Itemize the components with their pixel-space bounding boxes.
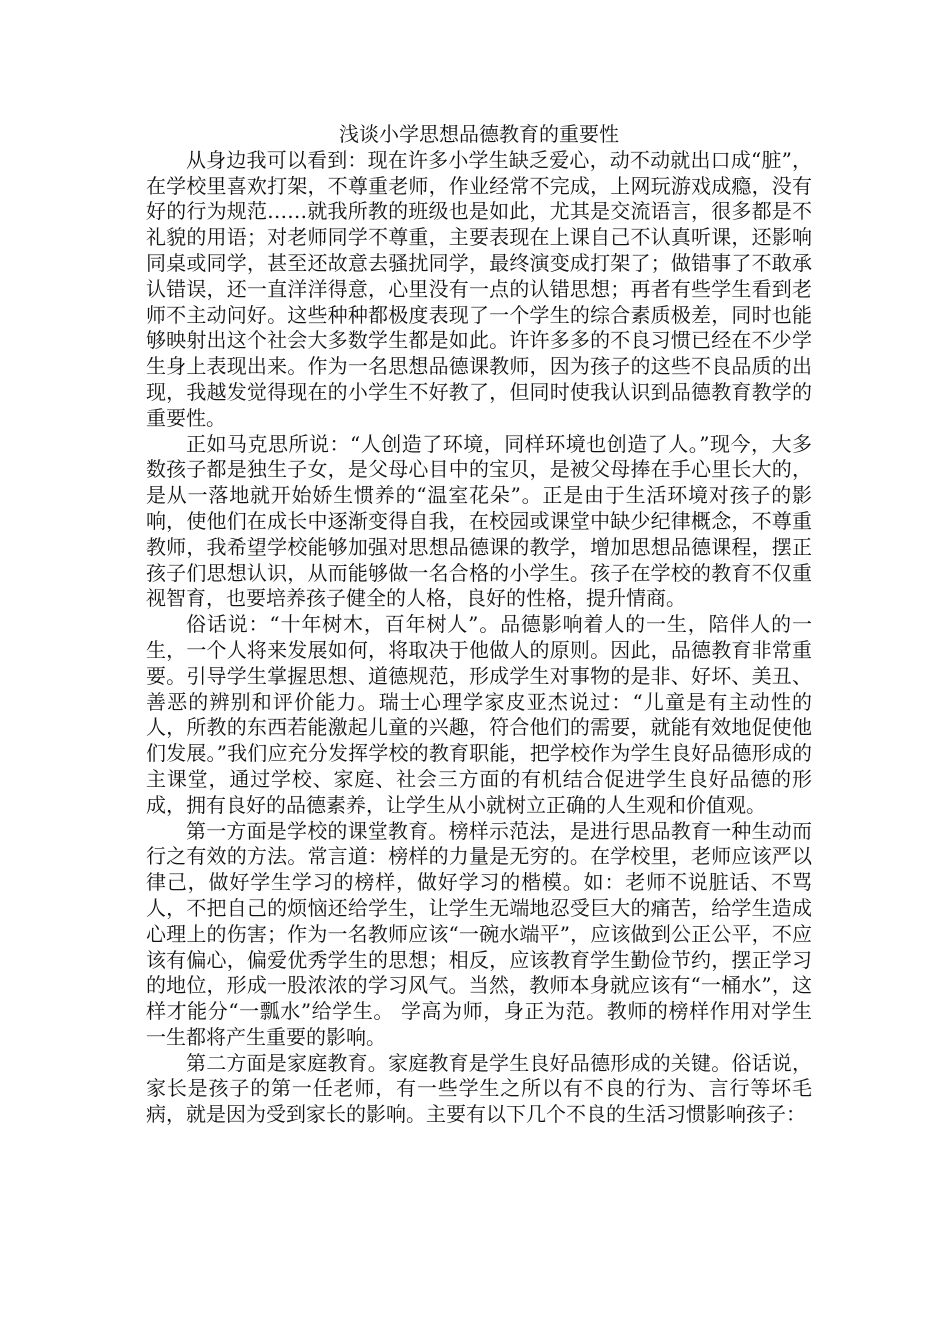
paragraph-4: 第一方面是学校的课堂教育。榜样示范法，是进行思品教育一种生动而行之有效的方法。常言道：榜样的力量是无穷的。在学校里，老师应该严以律己，做好学生学习的榜样，做好学习的楷模。如：老师不说脏话、不骂人，不把自己的烦恼还给学生，让学生无端地忍受巨大的痛苦，给学生造成心理上的伤害；作为一名教师应该“一碗水端平”，应该做到公正公平，不应该有偏心，偏爱优秀学生的思想；相反，应该教育学生勤俭节约，摆正学习的地位，形成一股浓浓的学习风气。当然，教师本身就应该有“一桶水”，这样才能分“一瓢水”给学生。 学高为师，身正为范。教师的榜样作用对学生一生都将产生重要的影响。: [146, 818, 812, 1049]
paragraph-3: 俗话说：“十年树木，百年树人”。品德影响着人的一生，陪伴人的一生，一个人将来发展如何，将取决于他做人的原则。因此，品德教育非常重要。引导学生掌握思想、道德规范，形成学生对事物的是非、好坏、美丑、善恶的辨别和评价能力。瑞士心理学家皮亚杰说过：“儿童是有主动性的人，所教的东西若能激起儿童的兴趣，符合他们的需要，就能有效地促使他们发展。”我们应充分发挥学校的教育职能，把学校作为学生良好品德形成的主课堂，通过学校、家庭、社会三方面的有机结合促进学生良好品德的形成，拥有良好的品德素养，让学生从小就树立正确的人生观和价值观。: [146, 612, 812, 817]
paragraph-2: 正如马克思所说：“人创造了环境，同样环境也创造了人。”现今，大多数孩子都是独生子女，是父母心目中的宝贝，是被父母捧在手心里长大的，是从一落地就开始娇生惯养的“温室花朵”。正是由于生活环境对孩子的影响，使他们在成长中逐渐变得自我，在校园或课堂中缺少纪律概念，不尊重教师，我希望学校能够加强对思想品德课的教学，增加思想品德课程，摆正孩子们思想认识，从而能够做一名合格的小学生。孩子在学校的教育不仅重视智育，也要培养孩子健全的人格，良好的性格，提升情商。: [146, 431, 812, 611]
document-title: 浅谈小学思想品德教育的重要性: [339, 122, 619, 146]
document-body: [146, 122, 812, 1128]
paragraph-5: 第二方面是家庭教育。家庭教育是学生良好品德形成的关键。俗话说，家长是孩子的第一任老师，有一些学生之所以有不良的行为、言行等坏毛病，就是因为受到家长的影响。主要有以下几个不良的生活习惯影响孩子：: [146, 1050, 812, 1127]
paragraph-1: 从身边我可以看到：现在许多小学生缺乏爱心，动不动就出口成“脏”，在学校里喜欢打架，不尊重老师，作业经常不完成，上网玩游戏成瘾，没有好的行为规范……就我所教的班级也是如此，尤其是交流语言，很多都是不礼貌的用语；对老师同学不尊重，主要表现在上课自己不认真听课，还影响同桌或同学，甚至还故意去骚扰同学，最终演变成打架了；做错事了不敢承认错误，还一直洋洋得意，心里没有一点的认错思想；再者有些学生看到老师不主动问好。这些种种都极度表现了一个学生的综合素质极差，同时也能够映射出这个社会大多数学生都是如此。许许多多的不良习惯已经在不少学生身上表现出来。作为一名思想品德课教师，因为孩子的这些不良品质的出现，我越发觉得现在的小学生不好教了，但同时使我认识到品德教育教学的重要性。: [146, 147, 812, 430]
